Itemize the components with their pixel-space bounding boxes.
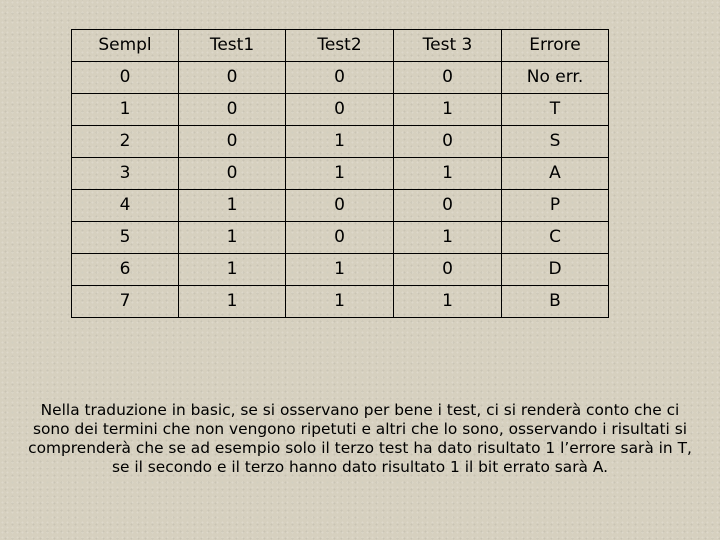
explanation-text: Nella traduzione in basic, se si osservano per bene i test, ci si renderà conto che ci sono dei termini che non vengono ripetuti e altri che lo sono, osservando i risultati si comprenderà che se ad esempio solo il terzo test ha dato risultato 1 l’errore sarà in T, se il secondo e il terzo hanno dato risultato 1 il bit errato sarà A. xyxy=(28,401,692,477)
cell-errore: B xyxy=(502,286,609,318)
cell-sempl: 5 xyxy=(72,222,179,254)
table-row xyxy=(72,254,609,286)
cell-test1: 1 xyxy=(179,286,286,318)
table-row xyxy=(72,94,609,126)
cell-errore: A xyxy=(502,158,609,190)
cell-sempl: 1 xyxy=(72,94,179,126)
cell-errore: P xyxy=(502,190,609,222)
cell-sempl: 4 xyxy=(72,190,179,222)
header-test3: Test 3 xyxy=(394,30,502,62)
cell-test3: 0 xyxy=(394,254,502,286)
table-row xyxy=(72,126,609,158)
table-row xyxy=(72,158,609,190)
table-row xyxy=(72,222,609,254)
header-errore: Errore xyxy=(502,30,609,62)
cell-test2: 0 xyxy=(286,222,394,254)
table-row xyxy=(72,286,609,318)
cell-sempl: 7 xyxy=(72,286,179,318)
cell-test3: 1 xyxy=(394,286,502,318)
cell-errore: No err. xyxy=(502,62,609,94)
cell-test3: 1 xyxy=(394,94,502,126)
cell-test3: 0 xyxy=(394,190,502,222)
header-sempl: Sempl xyxy=(72,30,179,62)
cell-errore: S xyxy=(502,126,609,158)
table-header-row xyxy=(72,30,609,62)
cell-test1: 0 xyxy=(179,62,286,94)
cell-errore: D xyxy=(502,254,609,286)
cell-test2: 0 xyxy=(286,190,394,222)
cell-sempl: 6 xyxy=(72,254,179,286)
error-table xyxy=(71,29,609,318)
cell-test1: 0 xyxy=(179,158,286,190)
cell-test2: 1 xyxy=(286,286,394,318)
cell-test3: 1 xyxy=(394,158,502,190)
cell-test1: 0 xyxy=(179,126,286,158)
cell-sempl: 2 xyxy=(72,126,179,158)
cell-test3: 0 xyxy=(394,126,502,158)
cell-test2: 1 xyxy=(286,158,394,190)
cell-test2: 1 xyxy=(286,126,394,158)
cell-test2: 0 xyxy=(286,94,394,126)
cell-errore: T xyxy=(502,94,609,126)
cell-test1: 1 xyxy=(179,190,286,222)
cell-test1: 0 xyxy=(179,94,286,126)
header-test2: Test2 xyxy=(286,30,394,62)
cell-test2: 1 xyxy=(286,254,394,286)
cell-errore: C xyxy=(502,222,609,254)
cell-sempl: 0 xyxy=(72,62,179,94)
cell-test1: 1 xyxy=(179,254,286,286)
cell-sempl: 3 xyxy=(72,158,179,190)
cell-test3: 1 xyxy=(394,222,502,254)
table-row xyxy=(72,62,609,94)
header-test1: Test1 xyxy=(179,30,286,62)
cell-test3: 0 xyxy=(394,62,502,94)
table-row xyxy=(72,190,609,222)
cell-test1: 1 xyxy=(179,222,286,254)
cell-test2: 0 xyxy=(286,62,394,94)
